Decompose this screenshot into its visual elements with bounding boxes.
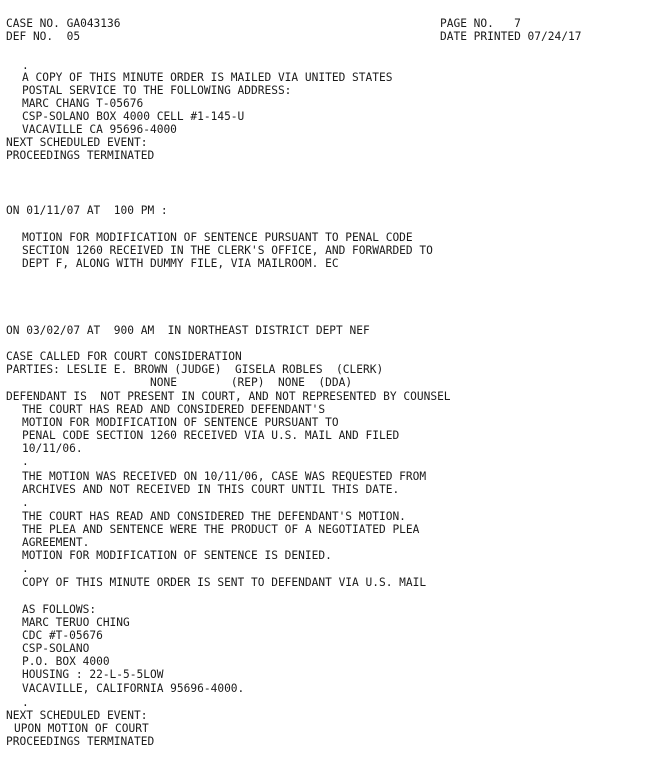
case-number: CASE NO. GA043136	[6, 17, 121, 30]
text-line: POSTAL SERVICE TO THE FOLLOWING ADDRESS:	[22, 84, 292, 97]
text-line: SECTION 1260 RECEIVED IN THE CLERK'S OFFICE, AND FORWARDED TO	[22, 244, 433, 257]
text-line: MARC CHANG T-05676	[22, 97, 144, 110]
text-line: THE PLEA AND SENTENCE WERE THE PRODUCT OF A NEGOTIATED PLEA	[22, 523, 420, 536]
address-line: VACAVILLE, CALIFORNIA 95696-4000.	[22, 682, 245, 695]
address-line: HOUSING : 22-L-5-5LOW	[22, 668, 164, 681]
next-event-value: PROCEEDINGS TERMINATED	[6, 735, 155, 748]
text-line: MOTION FOR MODIFICATION OF SENTENCE PURSUANT TO PENAL CODE	[22, 231, 413, 244]
text-line: DEFENDANT IS NOT PRESENT IN COURT, AND NOT REPRESENTED BY COUNSEL	[6, 390, 451, 403]
date-printed: DATE PRINTED 07/24/17	[440, 30, 582, 43]
text-line: MOTION FOR MODIFICATION OF SENTENCE IS DENIED.	[22, 549, 332, 562]
next-event-label: NEXT SCHEDULED EVENT:	[6, 709, 148, 722]
address-line: AS FOLLOWS:	[22, 603, 97, 616]
text-line: MOTION FOR MODIFICATION OF SENTENCE PURSUANT TO	[22, 416, 339, 429]
next-event-label: NEXT SCHEDULED EVENT:	[6, 136, 148, 149]
address-line: CSP-SOLANO	[22, 642, 90, 655]
entry-heading: ON 03/02/07 AT 900 AM IN NORTHEAST DISTRICT DEPT NEF	[6, 324, 370, 337]
parties-line: NONE (REP) NONE (DDA)	[150, 376, 353, 389]
parties-line: PARTIES: LESLIE E. BROWN (JUDGE) GISELA ROBLES (CLERK)	[6, 363, 384, 376]
next-event-value: UPON MOTION OF COURT	[14, 722, 149, 735]
text-line: A COPY OF THIS MINUTE ORDER IS MAILED VIA UNITED STATES	[22, 71, 393, 84]
dot-separator: .	[22, 496, 29, 509]
dot-separator: .	[22, 455, 29, 468]
text-line: AGREEMENT.	[22, 536, 90, 549]
text-line: COPY OF THIS MINUTE ORDER IS SENT TO DEFENDANT VIA U.S. MAIL	[22, 576, 427, 589]
page-number: PAGE NO. 7	[440, 17, 521, 30]
dot-separator: .	[22, 562, 29, 575]
text-line: CSP-SOLANO BOX 4000 CELL #1-145-U	[22, 110, 245, 123]
address-line: CDC #T-05676	[22, 629, 103, 642]
text-line: THE MOTION WAS RECEIVED ON 10/11/06, CASE WAS REQUESTED FROM	[22, 470, 427, 483]
dot-separator: .	[22, 696, 29, 709]
text-line: THE COURT HAS READ AND CONSIDERED DEFENDANT'S	[22, 403, 326, 416]
text-line: DEPT F, ALONG WITH DUMMY FILE, VIA MAILROOM. EC	[22, 257, 339, 270]
next-event-value: PROCEEDINGS TERMINATED	[6, 149, 155, 162]
defendant-number: DEF NO. 05	[6, 30, 81, 43]
address-line: MARC TERUO CHING	[22, 616, 130, 629]
entry-heading: ON 01/11/07 AT 100 PM :	[6, 204, 168, 217]
address-line: P.O. BOX 4000	[22, 655, 110, 668]
text-line: CASE CALLED FOR COURT CONSIDERATION	[6, 350, 242, 363]
text-line: VACAVILLE CA 95696-4000	[22, 123, 177, 136]
text-line: PENAL CODE SECTION 1260 RECEIVED VIA U.S. MAIL AND FILED	[22, 429, 400, 442]
dot-separator: .	[22, 59, 29, 72]
text-line: 10/11/06.	[22, 442, 83, 455]
text-line: ARCHIVES AND NOT RECEIVED IN THIS COURT UNTIL THIS DATE.	[22, 483, 400, 496]
text-line: THE COURT HAS READ AND CONSIDERED THE DEFENDANT'S MOTION.	[22, 510, 406, 523]
